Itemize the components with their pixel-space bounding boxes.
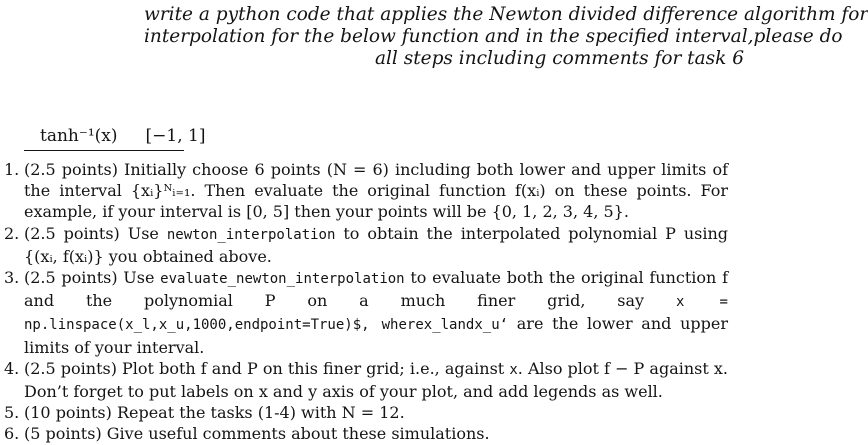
- task-list: [0, 159, 728, 445]
- task-number: 4.: [4, 358, 20, 378]
- task-number: 1.: [4, 160, 20, 179]
- task-text-pre: (2.5 points) Use: [24, 223, 167, 243]
- task-item: [0, 223, 728, 267]
- task-code: newton_interpolation: [166, 226, 336, 243]
- task-code-2: x = np.linspace(x_l,x_u,1000,endpoint=True)$, wherex_landx_u‘: [24, 294, 728, 334]
- function-spec: [40, 126, 205, 146]
- table-rule: [24, 150, 184, 151]
- function-interval: [−1, 1]: [145, 126, 206, 146]
- task-text-post: . Also plot f − P against x. Don’t forget to put labels on x and y axis of your plot, and add legends as well.: [24, 358, 728, 402]
- task-text-post: are the lower and upper limits of your interval.: [24, 314, 729, 357]
- task-text: (10 points) Repeat the tasks (1-4) with N = 12.: [24, 403, 405, 423]
- task-code: evaluate_newton_interpolation: [160, 271, 405, 288]
- task-number: 6.: [4, 424, 20, 444]
- prompt-line-1: write a python code that applies the Newton divided difference algorithm for: [144, 4, 868, 25]
- task-text-post: to obtain the interpolated polynomial P using {(xᵢ, f(xᵢ)} you obtained above.: [24, 223, 728, 266]
- task-item: [0, 402, 728, 423]
- task-number: 5.: [4, 403, 20, 423]
- task-text: (5 points) Give useful comments about these simulations.: [24, 424, 490, 444]
- function-name: tanh⁻¹(x): [40, 126, 118, 146]
- task-text-pre: (2.5 points) Plot both f and P on this finer grid; i.e., against: [24, 358, 510, 378]
- task-item: [0, 358, 728, 402]
- task-item: [0, 267, 728, 358]
- question-prompt: [144, 4, 868, 70]
- prompt-line-3: all steps including comments for task 6: [374, 48, 744, 69]
- task-number: 2.: [4, 223, 20, 243]
- task-text: (2.5 points) Initially choose 6 points (N = 6) including both lower and upper limits of the interval {xᵢ}ᴺᵢ₌₁. Then evaluate the original function f(xᵢ) on these points. For example, if your interval is [0, 5] then your points will be {0, 1, 2, 3, 4, 5}.: [24, 160, 728, 222]
- task-text-pre: (2.5 points) Use: [24, 268, 161, 288]
- task-number: 3.: [4, 268, 20, 288]
- task-item: [0, 159, 728, 223]
- task-code: x: [509, 361, 518, 378]
- task-text-mid: to evaluate both the original function f and the polynomial P on a much finer grid, say: [24, 268, 728, 311]
- task-item: [0, 423, 728, 444]
- prompt-line-2: interpolation for the below function and in the specified interval,please do: [144, 26, 843, 47]
